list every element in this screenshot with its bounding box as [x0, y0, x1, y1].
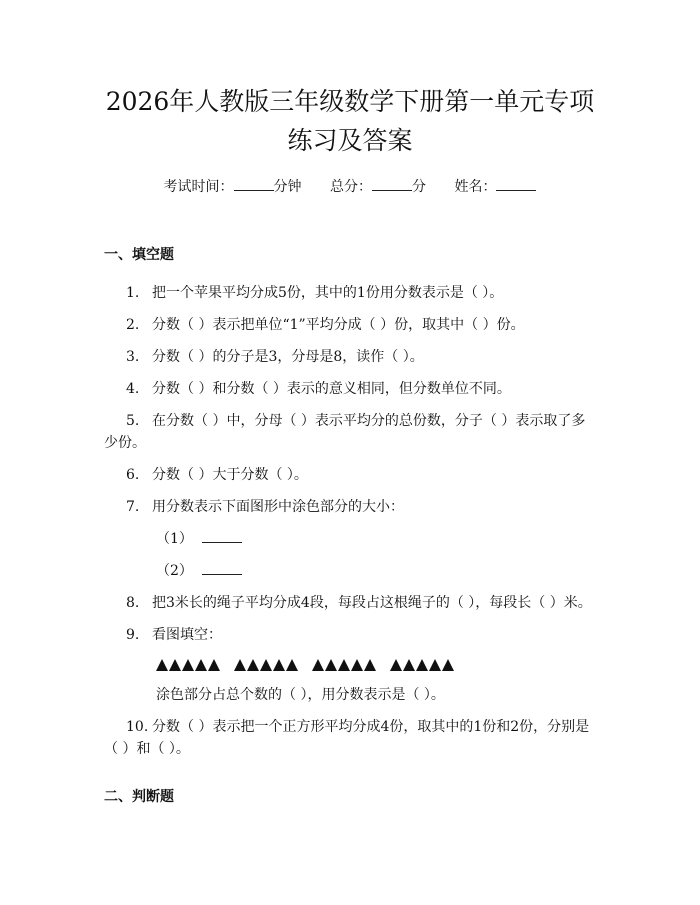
- filled-triangle-icon: [286, 659, 298, 671]
- question-10: [104, 716, 596, 760]
- name-field: [454, 176, 536, 196]
- triangle-groups: [156, 656, 476, 674]
- filled-triangle-icon: [156, 659, 168, 671]
- score-unit: 分: [412, 179, 426, 195]
- filled-triangle-icon: [351, 659, 363, 671]
- filled-triangle-icon: [182, 659, 194, 671]
- filled-triangle-icon: [208, 659, 220, 671]
- question-1: [104, 282, 596, 304]
- score-field: [330, 176, 426, 196]
- question-text: 把一个苹果平均分成5份，其中的1份用分数表示是（ ）。: [152, 285, 504, 301]
- fill-blank-questions: [104, 282, 596, 760]
- filled-triangle-icon: [403, 659, 415, 671]
- triangle-figure: [104, 656, 596, 674]
- title-line-2: 练习及答案: [287, 126, 413, 155]
- question-9-followup: 涂色部分占总个数的（ ），用分数表示是（ ）。: [156, 687, 445, 703]
- filled-triangle-icon: [312, 659, 324, 671]
- time-unit: 分钟: [273, 179, 302, 195]
- score-blank[interactable]: [372, 180, 412, 191]
- filled-triangle-icon: [234, 659, 246, 671]
- question-number: 8.: [126, 595, 140, 611]
- question-number: 7.: [126, 499, 140, 515]
- question-number: 5.: [126, 413, 140, 429]
- question-text: 看图填空：: [152, 627, 222, 643]
- filled-triangle-icon: [169, 659, 181, 671]
- question-number: 4.: [126, 381, 140, 397]
- time-field: [164, 176, 302, 196]
- filled-triangle-icon: [442, 659, 454, 671]
- filled-triangle-icon: [390, 659, 402, 671]
- question-3: [104, 346, 596, 368]
- question-7: [104, 496, 596, 518]
- question-number: 2.: [126, 317, 140, 333]
- question-number: 1.: [126, 285, 140, 301]
- filled-triangle-icon: [325, 659, 337, 671]
- question-number: 6.: [126, 467, 140, 483]
- question-text: 分数（ ）表示把一个正方形平均分成4份，取其中的1份和2份，分别是（ ）和（ ）。: [104, 719, 590, 757]
- exam-meta: [104, 176, 596, 196]
- question-text: 分数（ ）大于分数（ ）。: [152, 467, 308, 483]
- sub-label: （2）: [156, 563, 193, 579]
- answer-blank[interactable]: [202, 564, 242, 575]
- question-7-sub-1: [104, 528, 596, 550]
- filled-triangle-icon: [429, 659, 441, 671]
- question-text: 用分数表示下面图形中涂色部分的大小：: [152, 499, 404, 515]
- question-text: 在分数（ ）中，分母（ ）表示平均分的总份数，分子（ ）表示取了多少份。: [104, 413, 586, 451]
- filled-triangle-icon: [195, 659, 207, 671]
- filled-triangle-icon: [273, 659, 285, 671]
- question-text: 把3米长的绳子平均分成4段，每段占这根绳子的（ ），每段长（ ）米。: [152, 595, 592, 611]
- section-fill-blank-title: 一、填空题: [104, 247, 174, 263]
- time-label: 考试时间：: [163, 179, 234, 195]
- question-4: [104, 378, 596, 400]
- question-5: [104, 410, 596, 454]
- question-8: [104, 592, 596, 614]
- filled-triangle-icon: [416, 659, 428, 671]
- question-7-sub-2: [104, 560, 596, 582]
- page-title: [104, 0, 596, 160]
- question-text: 分数（ ）的分子是3，分母是8，读作（ ）。: [152, 349, 424, 365]
- question-number: 10.: [126, 719, 149, 735]
- section-true-false-title: 二、判断题: [104, 789, 174, 805]
- question-9: [104, 624, 596, 646]
- filled-triangle-icon: [260, 659, 272, 671]
- name-blank[interactable]: [496, 180, 536, 191]
- question-number: 9.: [126, 627, 140, 643]
- filled-triangle-icon: [247, 659, 259, 671]
- sub-label: （1）: [156, 531, 193, 547]
- title-line-1: 2026年人教版三年级数学下册第一单元专项: [105, 87, 595, 116]
- question-number: 3.: [126, 349, 140, 365]
- answer-blank[interactable]: [202, 532, 242, 543]
- name-label: 姓名：: [454, 179, 497, 195]
- question-6: [104, 464, 596, 486]
- time-blank[interactable]: [234, 180, 274, 191]
- filled-triangle-icon: [364, 659, 376, 671]
- question-2: [104, 314, 596, 336]
- question-text: 分数（ ）和分数（ ）表示的意义相同，但分数单位不同。: [152, 381, 511, 397]
- score-label: 总分：: [330, 179, 372, 195]
- question-text: 分数（ ）表示把单位“1”平均分成（ ）份，取其中（ ）份。: [152, 317, 525, 333]
- filled-triangle-icon: [338, 659, 350, 671]
